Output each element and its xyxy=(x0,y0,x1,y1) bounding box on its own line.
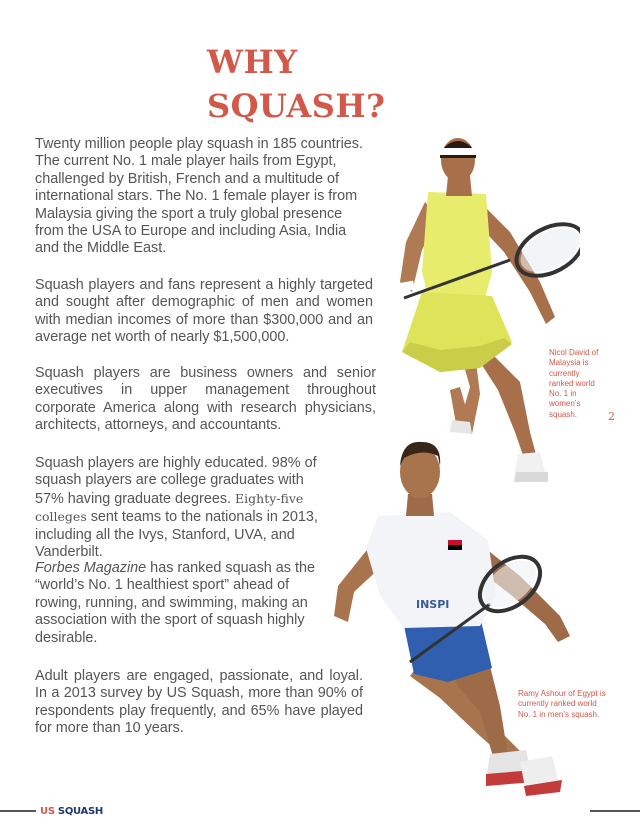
male-player-photo xyxy=(330,436,580,812)
paragraph-professions: Squash players are business owners and senior executives in upper management throughout corporate America along with research physicians, architects, attorneys, and accountants. xyxy=(35,365,376,434)
paragraph-forbes xyxy=(35,560,325,647)
paragraph-engagement: Adult players are engaged, passionate, and loyal. In a 2013 survey by US Squash, more than 90% of respondents play frequently, and 65% have played for more than 10 years. xyxy=(35,668,363,737)
forbes-text: has ranked squash as the “world’s No. 1 healthiest sport” ahead of rowing, running, and swimming, making an association with the sport of squash highly desirable. xyxy=(35,560,315,646)
page-number: 2 xyxy=(608,410,615,423)
logo-squash: SQUASH xyxy=(57,806,103,817)
logo-us: US xyxy=(40,806,55,817)
female-player-caption: Nicol David of Malaysia is currently ranked world No. 1 in women’s squash. xyxy=(549,348,599,419)
page-title xyxy=(207,40,385,128)
title-line-1: WHY xyxy=(207,43,298,81)
shirt-sponsor-text: INSPI xyxy=(416,598,450,611)
education-text-end: sent teams to the nationals in 2013, including all the Ivys, Stanford, UVA, and Vanderbilt. xyxy=(35,509,318,561)
education-colleges: Eighty-five colleges xyxy=(35,490,304,525)
title-line-2: SQUASH? xyxy=(207,87,386,125)
paragraph-education xyxy=(35,455,327,561)
footer-line-left xyxy=(0,810,36,812)
paragraph-demographics: Squash players and fans represent a highly targeted and sought after demographic of men and women with median incomes of more than $300,000 and an average net worth of nearly $1,500,000. xyxy=(35,277,373,346)
male-player-caption: Ramy Ashour of Egypt is currently ranked world No. 1 in men’s squash. xyxy=(518,689,606,719)
education-text-start: Squash players are highly educated. 98% of squash players are college graduates with 57% having graduate degrees. xyxy=(35,455,317,507)
us-squash-logo xyxy=(40,806,103,817)
forbes-magazine: Forbes Magazine xyxy=(35,560,147,576)
footer-line-right xyxy=(590,810,640,812)
paragraph-global-reach: Twenty million people play squash in 185 countries. The current No. 1 male player hails from Egypt, challenged by British, French and a multitude of international stars. The No. 1 female player is from Malaysia giving the sport a truly global presence from the USA to Europe and including Asia, India and the Middle East. xyxy=(35,136,363,257)
